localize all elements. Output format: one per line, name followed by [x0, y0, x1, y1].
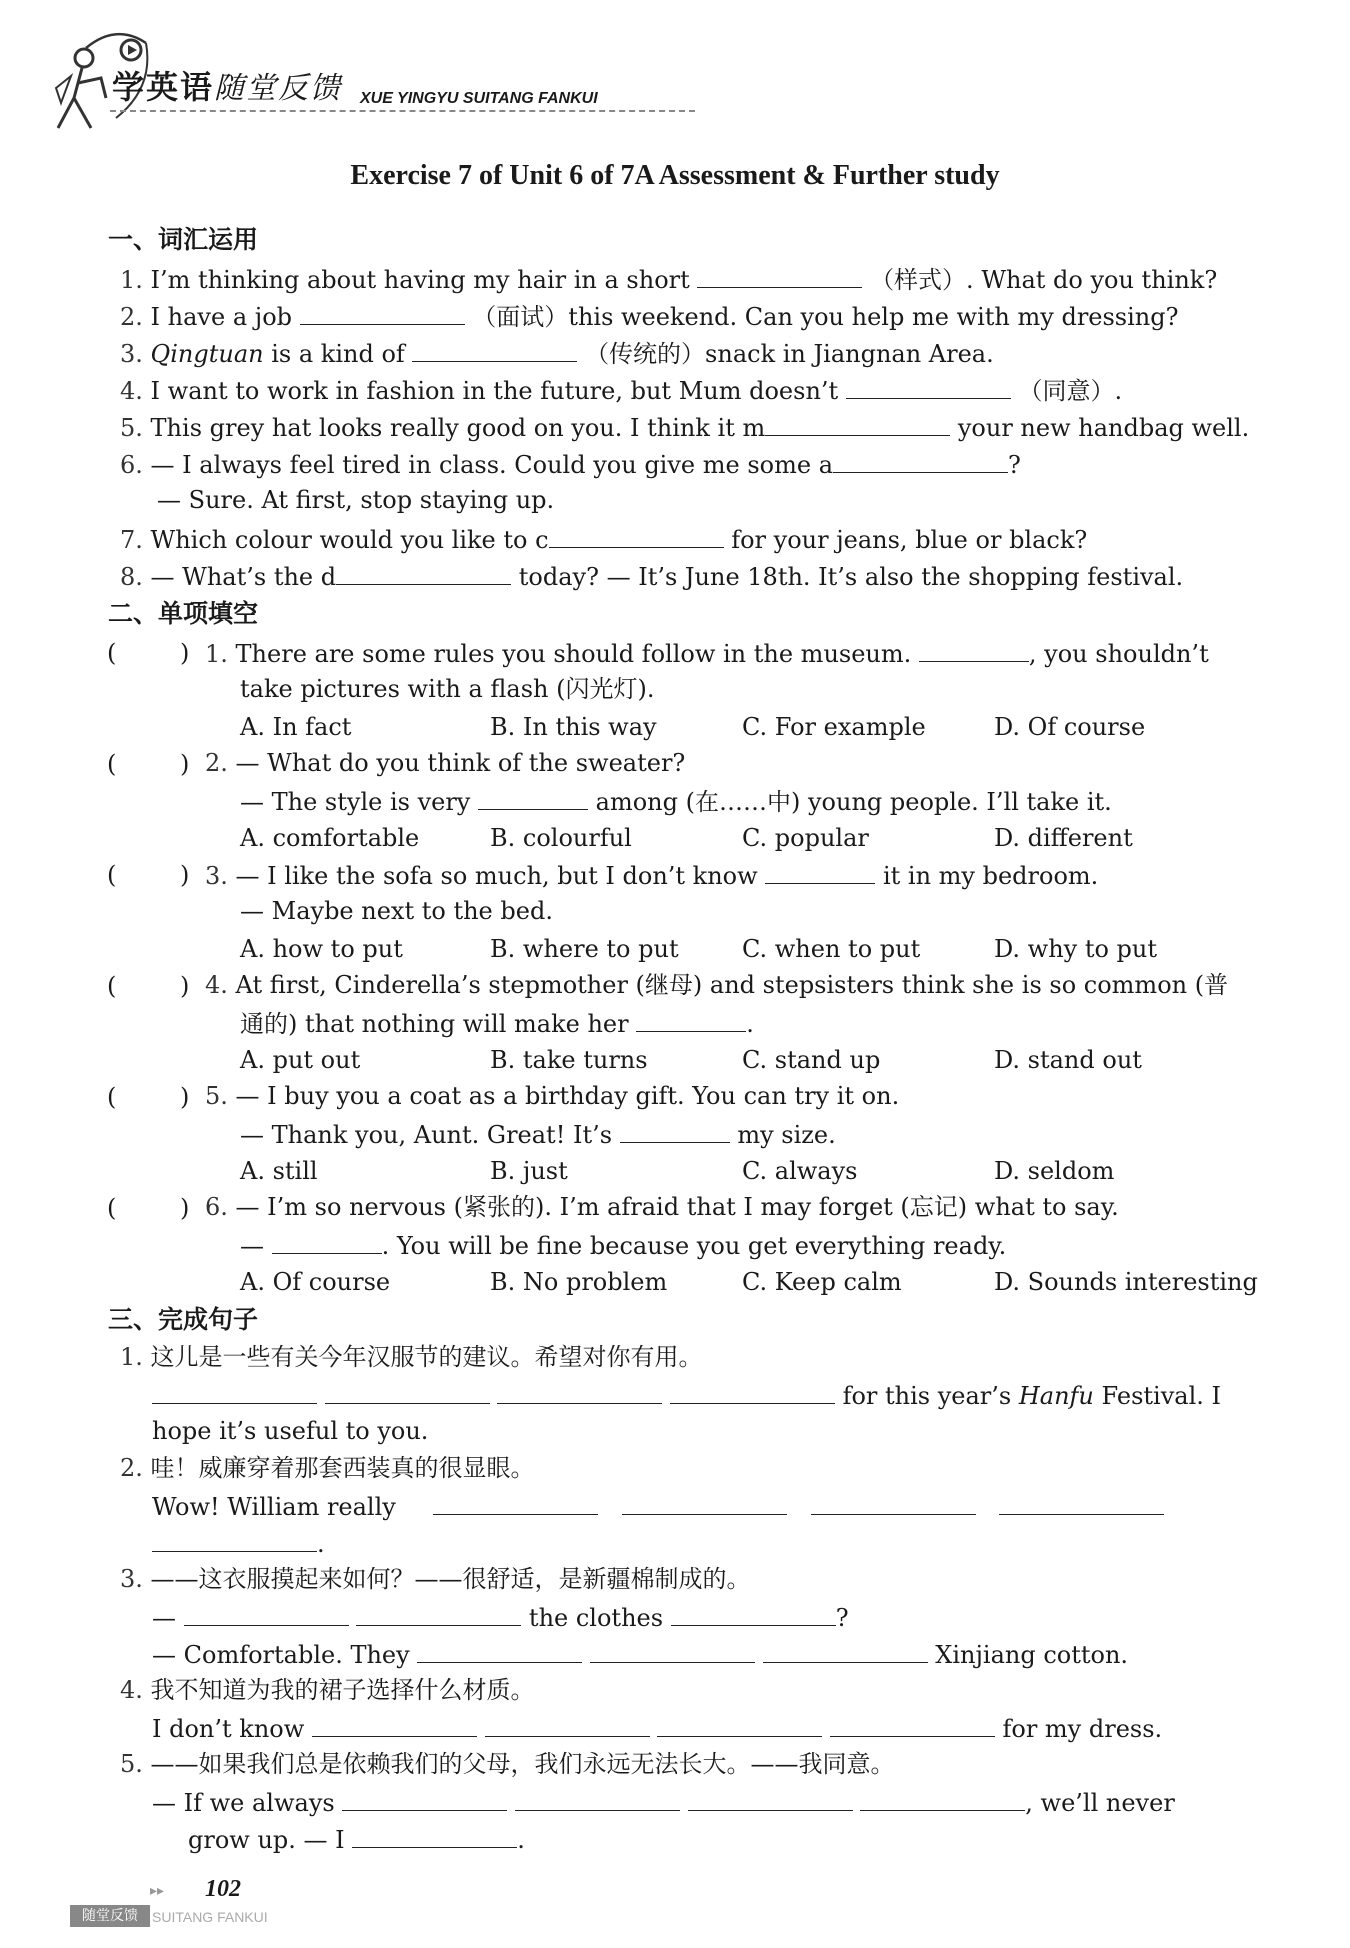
answer-blank[interactable]	[833, 450, 1008, 473]
answer-blank[interactable]	[549, 525, 724, 548]
answer-blank[interactable]	[417, 1640, 582, 1663]
vocab-item-1: 1. I’m thinking about having my hair in a short （样式）. What do you think?	[120, 266, 1218, 294]
answer-blank[interactable]	[763, 1640, 928, 1663]
answer-blank[interactable]	[590, 1640, 755, 1663]
vocab-item-3: 3. Qingtuan is a kind of （传统的）snack in Jiangnan Area.	[120, 340, 994, 368]
answer-paren[interactable]: )	[180, 750, 190, 778]
answer-blank[interactable]	[342, 1788, 507, 1811]
answer-blank[interactable]	[846, 376, 1011, 399]
answer-blank[interactable]	[336, 562, 511, 585]
header-title: 学英语随堂反馈	[112, 68, 343, 106]
answer-paren[interactable]: )	[180, 639, 190, 667]
vocab-item-4: 4. I want to work in fashion in the future, but Mum doesn’t （同意）.	[120, 377, 1123, 405]
header-divider	[110, 110, 695, 112]
answer-blank[interactable]	[272, 1231, 382, 1254]
answer-blank[interactable]	[352, 1825, 517, 1848]
answer-blank[interactable]	[152, 1381, 317, 1404]
header-pinyin: XUE YINGYU SUITANG FANKUI	[360, 90, 598, 107]
footer-pinyin: SUITANG FANKUI	[152, 1909, 268, 1925]
answer-blank[interactable]	[300, 302, 465, 325]
answer-blank[interactable]	[636, 1009, 746, 1032]
answer-blank[interactable]	[485, 1714, 650, 1737]
vocab-item-6: 6. — I always feel tired in class. Could you give me some a ?	[120, 451, 1021, 479]
footer-arrow-icon: ▸▸	[150, 1883, 165, 1899]
answer-blank[interactable]	[325, 1381, 490, 1404]
answer-blank[interactable]	[356, 1603, 521, 1626]
answer-blank[interactable]	[515, 1788, 680, 1811]
vocab-item-5: 5. This grey hat looks really good on you. I think it m your new handbag well.	[120, 414, 1250, 442]
answer-paren[interactable]: )	[180, 1083, 190, 1111]
page-number: 102	[205, 1876, 241, 1902]
page-header	[40, 18, 680, 128]
section-heading-complete-sentences: 三、完成句子	[108, 1305, 259, 1334]
answer-blank[interactable]	[697, 265, 862, 288]
answer-blank[interactable]	[671, 1603, 836, 1626]
answer-paren[interactable]: )	[180, 1194, 190, 1222]
answer-blank[interactable]	[688, 1788, 853, 1811]
exercise-title: Exercise 7 of Unit 6 of 7A Assessment & Further study	[350, 160, 1000, 191]
answer-blank[interactable]	[412, 339, 577, 362]
answer-blank[interactable]	[830, 1714, 995, 1737]
answer-blank[interactable]	[620, 1120, 730, 1143]
answer-blank[interactable]	[184, 1603, 349, 1626]
answer-blank[interactable]	[312, 1714, 477, 1737]
answer-blank[interactable]	[765, 861, 875, 884]
section-heading-multiple-choice: 二、单项填空	[108, 599, 259, 628]
answer-blank[interactable]	[433, 1492, 598, 1515]
answer-blank[interactable]	[811, 1492, 976, 1515]
answer-blank[interactable]	[999, 1492, 1164, 1515]
vocab-item-2: 2. I have a job （面试）this weekend. Can you help me with my dressing?	[120, 303, 1179, 331]
answer-paren[interactable]: )	[180, 972, 190, 1000]
footer-label: 随堂反馈	[70, 1905, 150, 1927]
answer-paren[interactable]: )	[180, 861, 190, 889]
answer-blank[interactable]	[657, 1714, 822, 1737]
answer-blank[interactable]	[497, 1381, 662, 1404]
section-heading-vocabulary: 一、词汇运用	[108, 225, 259, 254]
answer-blank[interactable]	[919, 639, 1029, 662]
vocab-item-6-reply: — Sure. At first, stop staying up.	[157, 486, 555, 514]
answer-blank[interactable]	[860, 1788, 1025, 1811]
answer-blank[interactable]	[765, 413, 950, 436]
answer-blank[interactable]	[152, 1529, 317, 1552]
answer-blank[interactable]	[622, 1492, 787, 1515]
vocab-item-8: 8. — What’s the d today? — It’s June 18th. It’s also the shopping festival.	[120, 563, 1184, 591]
vocab-item-7: 7. Which colour would you like to c for your jeans, blue or black?	[120, 526, 1088, 554]
answer-blank[interactable]	[670, 1381, 835, 1404]
answer-blank[interactable]	[478, 787, 588, 810]
